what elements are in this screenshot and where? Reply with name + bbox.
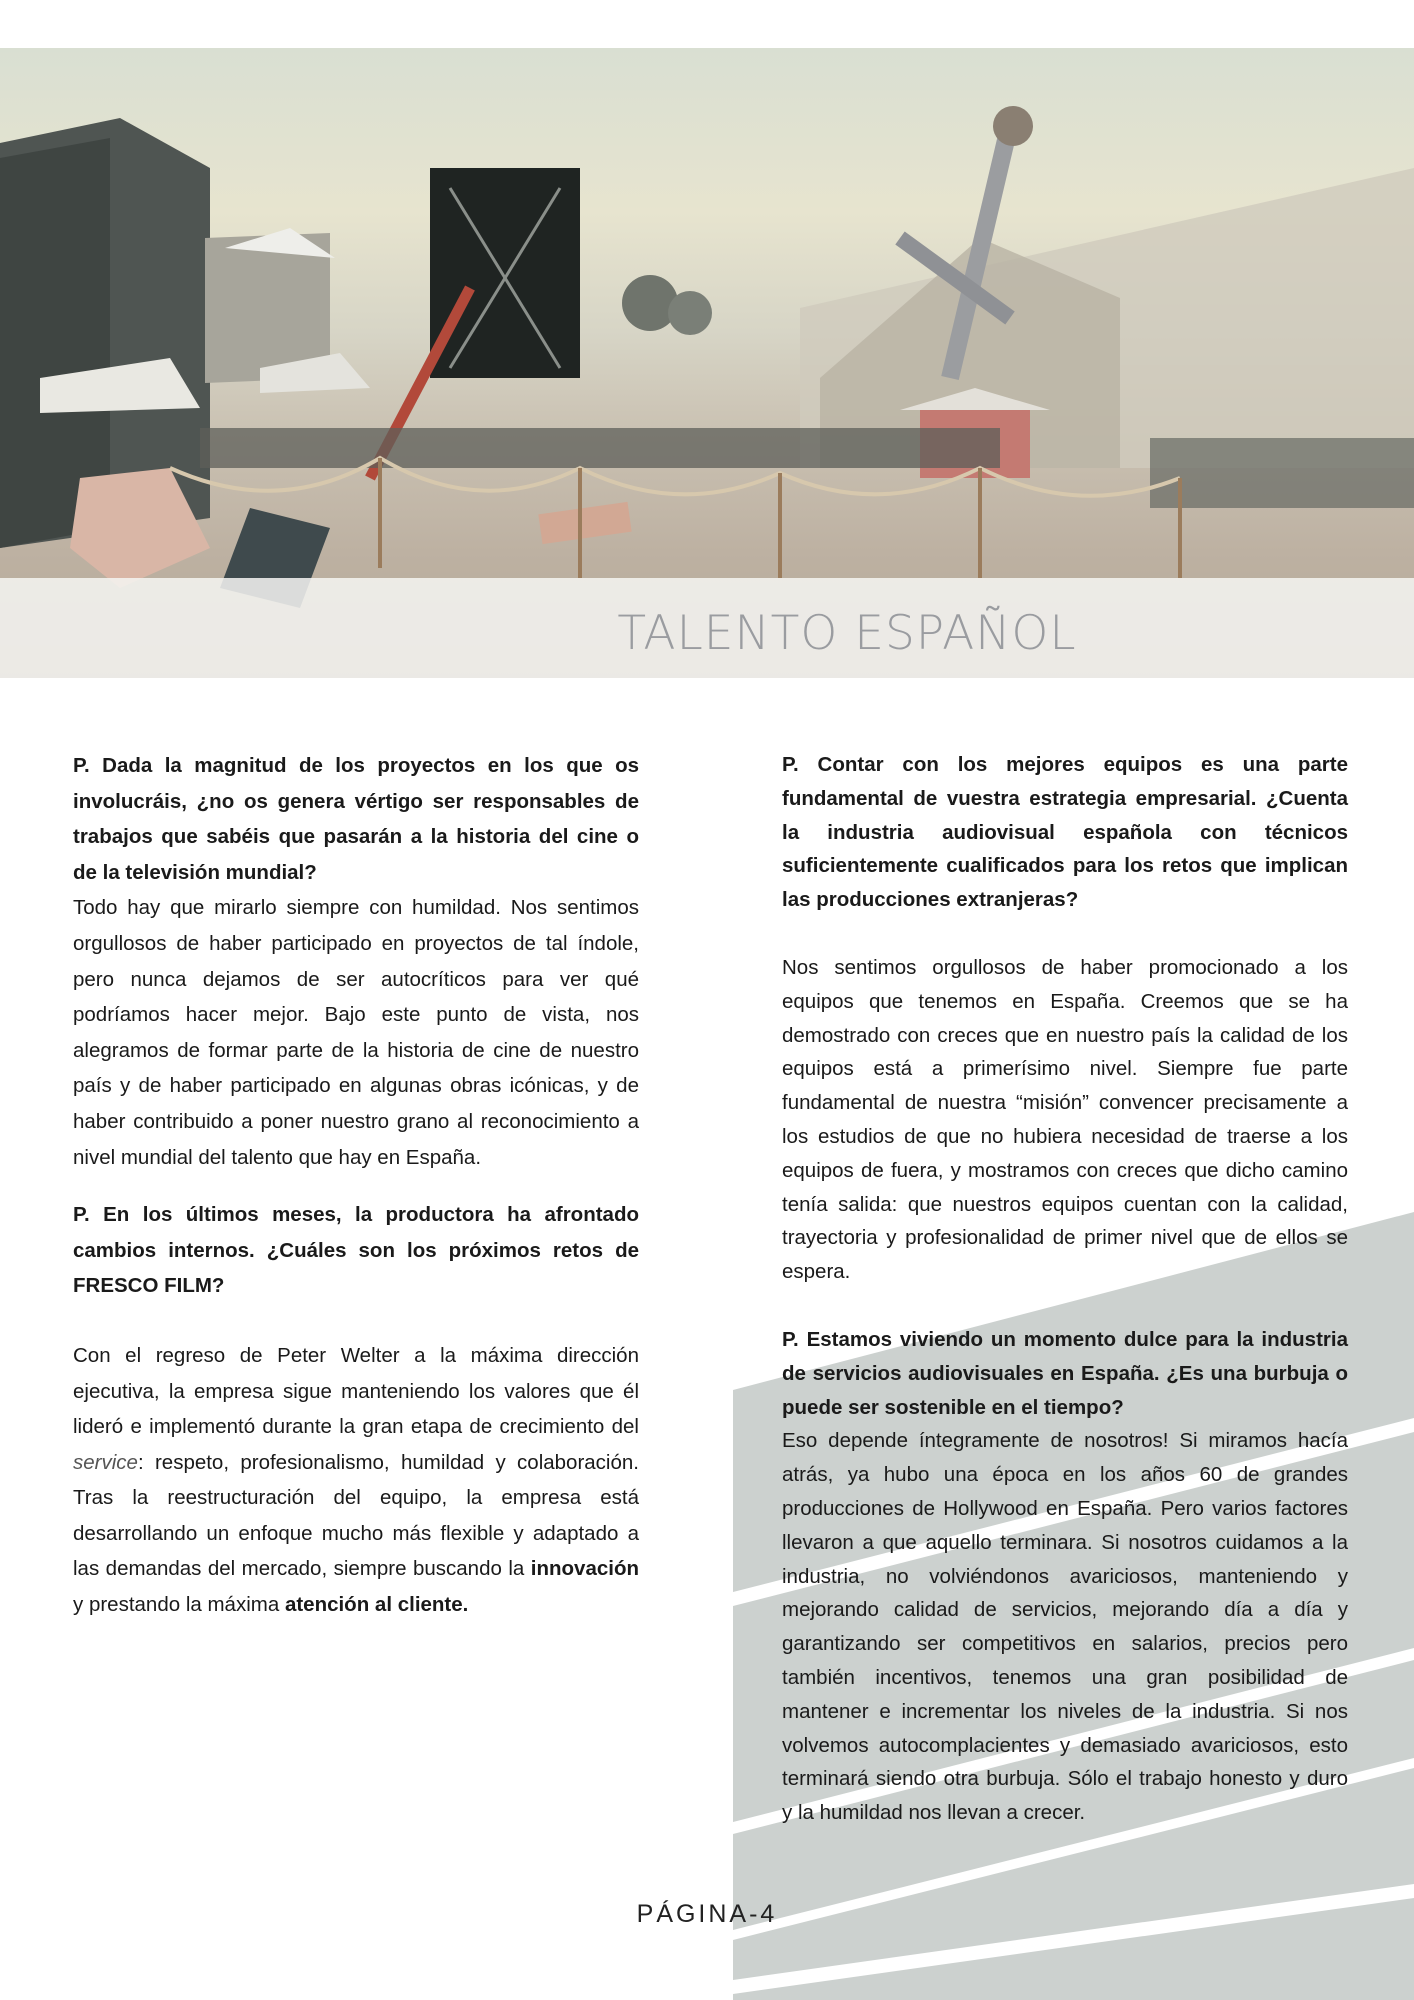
question-4: P. Estamos viviendo un momento dulce para la industria de servicios audiovisuales en España. ¿Es una burbuja o puede ser sostenible en el tiempo? [782,1327,1348,1419]
answer-2-bold-atencion: atención al cliente. [284,1593,469,1617]
answer-2-text-a: Con el regreso de Peter Welter a la máxima dirección ejecutiva, la empresa sigue manteniendo los valores que él lideró e implementó durante la gran etapa de crecimiento del [73,1343,639,1439]
question-1: P. Dada la magnitud de los proyectos en los que os involucráis, ¿no os genera vértigo ser responsables de trabajos que sabéis que pasarán a la historia del cine o de la televisión mundial? [73,754,639,884]
question-3: P. Contar con los mejores equipos es una parte fundamental de vuestra estrategia empresarial. ¿Cuenta la industria audiovisual española con técnicos suficientemente cualificados para los retos que implican las producciones extranjeras? [782,753,1348,912]
answer-2-text-c: y prestando la máxima [73,1593,285,1617]
page-title: TALENTO ESPAÑOL [617,605,1077,661]
answer-2-bold-innovacion: innovación [530,1557,639,1581]
hero-title-band [0,578,1414,678]
answer-2-italic: service [73,1450,138,1474]
answer-4: Eso depende íntegramente de nosotros! Si miramos hacía atrás, ya hubo una época en los años 60 de grandes producciones de Hollywood en España. Pero varios factores llevaron a que aquello terminara. Si nosotros cuidamos a la industria, no volviéndonos avariciosos, manteniendo y mejorando calidad de servicios, mejorando día a día y garantizando ser competitivos en salarios, precios pero también incentivos, tenemos una gran posibilidad de mantener e incrementar los niveles de la industria. Si nos volvemos autocomplacientes y demasiado avariciosos, esto terminará siendo otra burbuja. Sólo el trabajo honesto y duro y la humildad nos llevan a crecer. [782,1429,1348,1825]
answer-3: Nos sentimos orgullosos de haber promocionado a los equipos que tenemos en España. Creemos que se ha demostrado con creces que en nuestro país la calidad de los equipos está a primerísimo nivel. Siempre fue parte fundamental de nuestra “misión” convencer precisamente a los estudios de que no hubiera necesidad de traerse a los equipos de fuera, y mostramos con creces que dicho camino tenía salida: que nuestros equipos cuentan con la calidad, trayectoria y profesionalidad de primer nivel que de ellos se espera. [782,955,1348,1284]
page-number: PÁGINA-4 [636,1900,778,1928]
hero-image [0,48,1414,678]
answer-2-text-b: : respeto, profesionalismo, humildad y colaboración. Tras la reestructuración del equipo, la empresa está desarrollando un enfoque mucho más flexible y adaptado a las demandas del mercado, siempre buscando la [73,1450,639,1581]
left-column [73,748,639,1623]
question-2: P. En los últimos meses, la productora ha afrontado cambios internos. ¿Cuáles son los próximos retos de FRESCO FILM? [73,1203,639,1298]
answer-2 [73,1338,639,1623]
answer-1: Todo hay que mirarlo siempre con humildad. Nos sentimos orgullosos de haber participado en proyectos de tal índole, pero nunca dejamos de ser autocríticos para ver qué podríamos hacer mejor. Bajo este punto de vista, nos alegramos de formar parte de la historia de cine de nuestro país y de haber participado en algunas obras icónicas, y de haber contribuido a poner nuestro grano al reconocimiento a nivel mundial del talento que hay en España. [73,896,639,1169]
right-column [782,748,1348,1830]
